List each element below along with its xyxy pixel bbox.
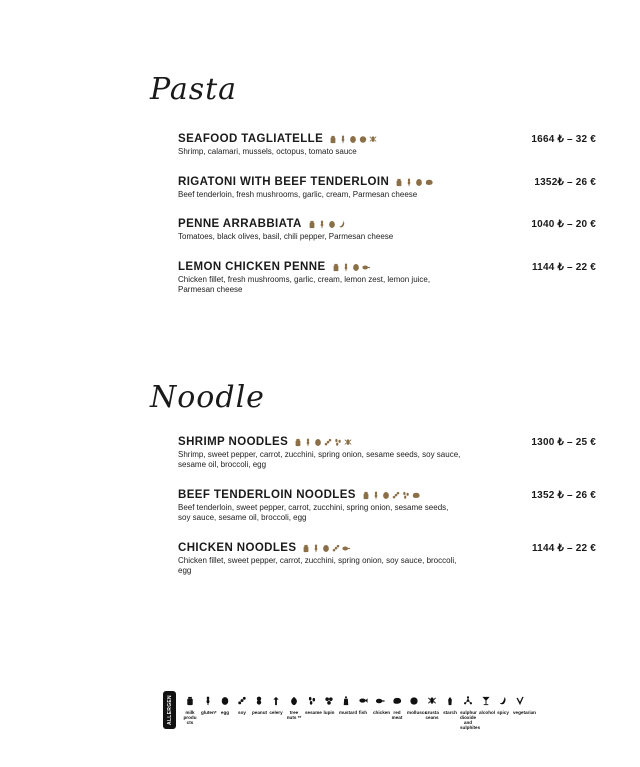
egg-icon	[328, 220, 336, 229]
allergen-icons	[329, 135, 377, 144]
menu-item	[178, 259, 596, 295]
red-meat-icon	[392, 695, 403, 706]
legend-label: peanut	[252, 710, 268, 715]
gluten-icon	[304, 438, 312, 447]
legend-item	[496, 691, 510, 730]
gluten-icon	[312, 544, 320, 553]
item-description: Chicken fillet, fresh mushrooms, garlic, cream, lemon zest, lemon juice, Parmesan cheese	[178, 275, 431, 294]
allergen-icons	[332, 263, 370, 272]
section-title-noodle: Noodle	[150, 380, 265, 415]
legend-item	[479, 691, 496, 730]
fish-icon	[358, 695, 369, 706]
allergen-icons	[362, 491, 420, 500]
legend-label: vegetarian	[513, 710, 536, 715]
milk-icon	[362, 491, 370, 500]
legend-item	[407, 691, 427, 730]
soy-icon	[332, 544, 340, 553]
item-price: 1144 ₺ – 22 €	[531, 261, 596, 273]
spicy-icon	[498, 695, 509, 706]
item-price: 1664 ₺ – 32 €	[531, 133, 596, 145]
legend-item	[424, 691, 440, 730]
legend-item	[339, 691, 358, 730]
legend-label: crusta ceans	[425, 710, 439, 720]
item-name: LEMON CHICKEN PENNE	[178, 261, 326, 273]
item-description: Beef tenderloin, sweet pepper, carrot, zucchini, spring onion, sesame seeds, soy sauce, sesame oil, broccoli, egg	[178, 503, 449, 522]
legend-label: milk produ cts	[183, 710, 197, 725]
legend-item	[513, 691, 536, 730]
item-description: Tomatoes, black olives, basil, chili pepper, Parmesan cheese	[178, 232, 394, 241]
legend-item	[269, 691, 283, 730]
sesame-icon	[402, 491, 410, 500]
legend-label: sulphur dioxide and sulphites	[460, 710, 481, 730]
molluscs-icon	[359, 135, 367, 144]
legend-label: egg	[220, 710, 230, 715]
chicken-icon	[375, 695, 386, 706]
menu-item	[178, 487, 596, 523]
item-name: PENNE ARRABBIATA	[178, 218, 302, 230]
sulphur-icon	[463, 695, 474, 706]
allergen-icons	[302, 544, 350, 553]
legend-item	[182, 691, 198, 730]
legend-label: spicy	[497, 710, 509, 715]
red-meat-icon	[412, 491, 420, 500]
item-name: SHRIMP NOODLES	[178, 436, 289, 448]
legend-item	[286, 691, 302, 730]
legend-item	[218, 691, 232, 730]
legend-item	[443, 691, 457, 730]
allergen-icons	[395, 178, 433, 187]
egg-icon	[382, 491, 390, 500]
legend-tag-label: ALLERGEN	[166, 695, 173, 725]
legend-label: molluscs	[407, 710, 427, 715]
crustaceans-icon	[369, 135, 377, 144]
gluten-icon	[342, 263, 350, 272]
crustaceans-icon	[344, 438, 352, 447]
vegetarian-icon	[515, 695, 526, 706]
item-name: RIGATONI WITH BEEF TENDERLOIN	[178, 176, 390, 188]
legend-label: fish	[358, 710, 368, 715]
section-title-pasta: Pasta	[150, 72, 238, 107]
menu-item	[178, 216, 596, 242]
celery-icon	[271, 695, 282, 706]
gluten-icon	[405, 178, 413, 187]
allergen-icons	[294, 438, 352, 447]
legend-item	[356, 691, 370, 730]
sesame-icon	[307, 695, 318, 706]
allergen-legend	[163, 691, 536, 741]
item-price: 1352 ₺ – 26 €	[531, 489, 596, 501]
alcohol-icon	[481, 695, 492, 706]
chicken-icon	[362, 263, 370, 272]
molluscs-icon	[409, 695, 420, 706]
legend-label: soy	[238, 710, 246, 715]
legend-label: lupin	[323, 710, 335, 715]
mustard-icon	[341, 695, 352, 706]
legend-item	[235, 691, 249, 730]
item-price: 1040 ₺ – 20 €	[531, 218, 596, 230]
legend-label: mustard	[339, 710, 358, 715]
spicy-icon	[338, 220, 346, 229]
menu-item	[178, 434, 596, 470]
menu-item	[178, 540, 596, 576]
legend-tag	[163, 691, 176, 729]
item-description: Shrimp, calamari, mussels, octopus, tomato sauce	[178, 147, 357, 156]
item-price: 1144 ₺ – 22 €	[531, 542, 596, 554]
milk-icon	[329, 135, 337, 144]
legend-label: chicken	[373, 710, 391, 715]
item-name: BEEF TENDERLOIN NOODLES	[178, 489, 356, 501]
legend-item	[201, 691, 215, 730]
item-description: Beef tenderloin, fresh mushrooms, garlic, cream, Parmesan cheese	[178, 190, 418, 199]
item-description: Chicken fillet, sweet pepper, carrot, zucchini, spring onion, soy sauce, broccoli, egg	[178, 556, 457, 575]
milk-icon	[308, 220, 316, 229]
legend-items	[182, 691, 536, 730]
legend-label: starch	[443, 710, 457, 715]
milk-icon	[395, 178, 403, 187]
tree-nuts-icon	[289, 695, 300, 706]
legend-label: celery	[269, 710, 283, 715]
legend-item	[390, 691, 404, 730]
item-name: SEAFOOD TAGLIATELLE	[178, 133, 324, 145]
milk-icon	[302, 544, 310, 553]
red-meat-icon	[425, 178, 433, 187]
egg-icon	[322, 544, 330, 553]
starch-icon	[445, 695, 456, 706]
legend-label: sesame	[305, 710, 322, 715]
peanut-icon	[254, 695, 265, 706]
lupin-icon	[324, 695, 335, 706]
gluten-icon	[203, 695, 214, 706]
item-name: CHICKEN NOODLES	[178, 542, 297, 554]
gluten-icon	[318, 220, 326, 229]
soy-icon	[237, 695, 248, 706]
legend-item	[322, 691, 336, 730]
legend-item	[373, 691, 391, 730]
egg-icon	[220, 695, 231, 706]
legend-label: gluten*	[201, 710, 217, 715]
legend-item	[252, 691, 266, 730]
item-description: Shrimp, sweet pepper, carrot, zucchini, spring onion, sesame seeds, soy sauce, sesame oil, broccoli, egg	[178, 450, 461, 469]
crustaceans-icon	[427, 695, 438, 706]
gluten-icon	[372, 491, 380, 500]
legend-item	[460, 691, 481, 730]
gluten-icon	[339, 135, 347, 144]
allergen-icons	[308, 220, 346, 229]
egg-icon	[352, 263, 360, 272]
item-price: 1352₺ – 26 €	[534, 176, 596, 188]
legend-label: tree nuts **	[286, 710, 302, 720]
legend-label: red meat	[391, 710, 403, 720]
milk-icon	[294, 438, 302, 447]
milk-icon	[185, 695, 196, 706]
legend-label: alcohol	[479, 710, 496, 715]
sesame-icon	[334, 438, 342, 447]
menu-item	[178, 131, 596, 157]
egg-icon	[349, 135, 357, 144]
item-price: 1300 ₺ – 25 €	[531, 436, 596, 448]
egg-icon	[314, 438, 322, 447]
egg-icon	[415, 178, 423, 187]
soy-icon	[324, 438, 332, 447]
milk-icon	[332, 263, 340, 272]
soy-icon	[392, 491, 400, 500]
legend-item	[305, 691, 322, 730]
chicken-icon	[342, 544, 350, 553]
menu-item	[178, 174, 596, 200]
